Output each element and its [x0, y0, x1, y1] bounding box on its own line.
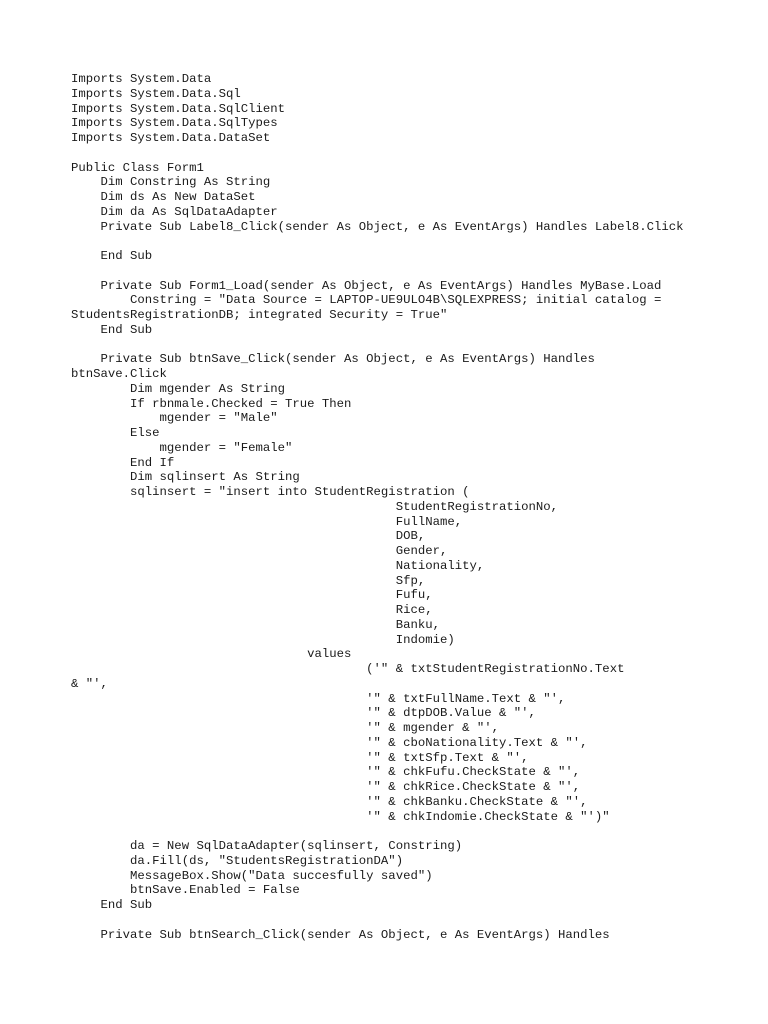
code-line — [71, 338, 711, 353]
code-line: End Sub — [71, 249, 153, 263]
code-line: '" & chkBanku.CheckState & "', — [71, 794, 588, 809]
code-line: Dim da As SqlDataAdapter — [71, 204, 278, 219]
code-line: values — [71, 647, 352, 662]
code-line — [71, 824, 711, 839]
code-line: If rbnmale.Checked = True Then — [71, 396, 352, 411]
code-line: Gender, — [71, 544, 448, 558]
code-line: Dim Constring As String — [71, 175, 271, 190]
code-line: mgender = "Female" — [71, 440, 293, 455]
code-line: '" & dtpDOB.Value & "', — [71, 706, 536, 721]
code-line: '" & chkIndomie.CheckState & "')" — [71, 809, 610, 824]
code-line: '" & mgender & "', — [71, 721, 500, 735]
code-line: sqlinsert = "insert into StudentRegistration ( — [71, 485, 470, 499]
code-line: StudentRegistrationNo, — [71, 499, 559, 514]
code-line: Imports System.Data.Sql — [71, 86, 241, 101]
code-line: '" & cboNationality.Text & "', — [71, 735, 588, 750]
code-line — [71, 913, 711, 928]
code-line: Sfp, — [71, 573, 426, 588]
code-line: '" & chkFufu.CheckState & "', — [71, 765, 581, 780]
code-line: & "', — [71, 676, 108, 691]
code-line: Nationality, — [71, 558, 485, 573]
code-line: Public Class Form1 — [71, 160, 204, 175]
code-line — [71, 146, 711, 161]
code-line: FullName, — [71, 514, 463, 529]
code-listing — [71, 72, 711, 942]
code-line: Imports System.Data.SqlClient — [71, 101, 286, 116]
code-line: Dim ds As New DataSet — [71, 190, 256, 204]
code-line — [71, 234, 711, 249]
code-line: MessageBox.Show("Data succesfully saved") — [71, 868, 433, 883]
code-line: Private Sub Form1_Load(sender As Object, e As EventArgs) Handles MyBase.Load — [71, 278, 662, 293]
code-line: DOB, — [71, 529, 426, 544]
code-line: ('" & txtStudentRegistrationNo.Text — [71, 662, 625, 676]
code-line: Imports System.Data.SqlTypes — [71, 116, 278, 131]
code-line: Else — [71, 426, 160, 440]
code-line: Banku, — [71, 617, 440, 632]
code-line: btnSave.Enabled = False — [71, 883, 300, 898]
code-line: End If — [71, 455, 175, 470]
code-line: Dim sqlinsert As String — [71, 470, 300, 485]
code-line: Rice, — [71, 603, 433, 617]
code-line: StudentsRegistrationDB; integrated Security = True" — [71, 308, 448, 322]
code-line — [71, 264, 711, 279]
code-line: Private Sub btnSearch_Click(sender As Object, e As EventArgs) Handles — [71, 927, 610, 942]
code-line: Private Sub btnSave_Click(sender As Object, e As EventArgs) Handles — [71, 352, 595, 367]
code-line: End Sub — [71, 322, 153, 337]
code-line: '" & txtSfp.Text & "', — [71, 750, 529, 765]
code-line: '" & txtFullName.Text & "', — [71, 691, 566, 706]
code-line: Indomie) — [71, 632, 455, 647]
code-line: Imports System.Data.DataSet — [71, 131, 271, 145]
code-line: btnSave.Click — [71, 367, 167, 381]
code-line: da = New SqlDataAdapter(sqlinsert, Constring) — [71, 839, 463, 853]
code-line: da.Fill(ds, "StudentsRegistrationDA") — [71, 853, 404, 868]
code-line: Private Sub Label8_Click(sender As Object, e As EventArgs) Handles Label8.Click — [71, 219, 684, 234]
code-line: Fufu, — [71, 588, 433, 603]
code-line: '" & chkRice.CheckState & "', — [71, 780, 581, 794]
code-line: Imports System.Data — [71, 72, 212, 86]
code-line: mgender = "Male" — [71, 411, 278, 426]
code-line: Dim mgender As String — [71, 381, 286, 396]
code-line: End Sub — [71, 898, 153, 912]
code-line: Constring = "Data Source = LAPTOP-UE9ULO4B\SQLEXPRESS; initial catalog = — [71, 293, 662, 308]
